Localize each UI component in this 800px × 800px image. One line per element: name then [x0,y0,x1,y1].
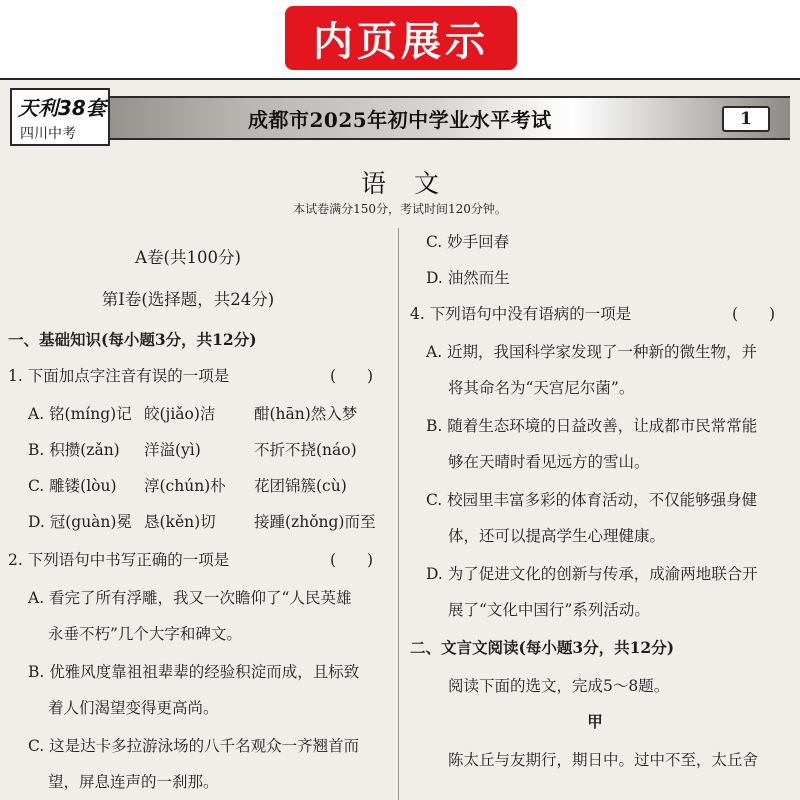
exam-title: 成都市2025年初中学业水平考试 [248,108,552,132]
section-2-heading: 二、文言文阅读(每小题3分，共12分) [410,638,675,657]
banner-title: 内页展示 [313,18,489,65]
q2-option-a-line-1: A. 看完了所有浮雕，我又一次瞻仰了“人民英雄 [28,589,352,607]
q1-option-b-2: 洋溢(yì) [144,441,201,459]
q1-option-d-1: D. 冠(guàn)冕 [28,513,132,531]
q1-option-d-2: 恳(kěn)切 [144,513,216,531]
question-4-answer-paren: ( ) [732,305,776,323]
q1-option-c-3: 花团锦簇(cù) [254,477,347,495]
page-number-box [722,106,770,132]
subject-title: 语文 [360,169,467,198]
q4-option-b-line-2: 够在天晴时看见远方的雪山。 [448,453,650,471]
question-2-stem: 2. 下列语句中书写正确的一项是 [8,551,230,569]
volume-1-heading: 第Ⅰ卷(选择题，共24分) [101,290,275,309]
q4-option-a-line-1: A. 近期，我国科学家发现了一种新的微生物，并 [426,343,758,361]
passage-text-line: 陈太丘与友期行，期日中。过中不至，太丘舍 [448,751,759,769]
q2-option-c-line-1: C. 这是达卡多拉游泳场的八千名观众一齐翘首而 [28,737,360,755]
top-banner [0,0,800,78]
q1-option-b-1: B. 积攒(zǎn) [28,441,120,459]
brand-logo-text: 天利38套 [18,96,106,120]
q1-option-a-2: 皎(jiǎo)洁 [144,405,216,423]
q4-option-b-line-1: B. 随着生态环境的日益改善，让成都市民常常能 [426,417,758,435]
volume-a-heading: A卷(共100分) [135,248,241,267]
question-4-stem: 4. 下列语句中没有语病的一项是 [410,305,632,323]
brand-region: 四川中考 [20,126,76,142]
banner-label-box [285,6,517,70]
page-number: 1 [740,109,752,129]
q4-option-c-line-1: C. 校园里丰富多彩的体育活动，不仅能够强身健 [426,491,758,509]
q1-option-c-1: C. 雕镂(lòu) [28,477,117,495]
q2-option-a-line-2: 永垂不朽”几个大字和碑文。 [48,625,242,643]
column-divider [398,228,399,800]
q3-option-c: C. 妙手回春 [426,233,510,251]
brand-logo [10,88,110,146]
exam-paper [0,78,800,800]
q2-option-b-line-2: 着人们渴望变得更高尚。 [48,699,219,717]
paper-header [10,88,790,146]
q1-option-a-1: A. 铭(míng)记 [28,405,132,423]
question-2-answer-paren: ( ) [330,551,374,569]
question-1-answer-paren: ( ) [330,367,374,385]
section-1-heading: 一、基础知识(每小题3分，共12分) [8,330,257,349]
q1-option-d-3: 接踵(zhǒng)而至 [254,513,376,531]
q2-option-c-line-2: 望，屏息连声的一刹那。 [48,773,219,791]
reading-intro: 阅读下面的选文，完成5～8题。 [448,677,670,695]
q1-option-b-3: 不折不挠(náo) [254,441,357,459]
passage-label: 甲 [587,712,603,731]
q1-option-c-2: 淳(chún)朴 [144,477,226,495]
q4-option-d-line-1: D. 为了促进文化的创新与传承，成渝两地联合开 [426,565,758,583]
q1-option-a-3: 酣(hān)然入梦 [254,405,358,423]
q3-option-d: D. 油然而生 [426,269,510,287]
q2-option-b-line-1: B. 优雅风度靠祖祖辈辈的经验积淀而成，且标致 [28,663,360,681]
q4-option-d-line-2: 展了“文化中国行”系列活动。 [448,601,650,619]
q4-option-a-line-2: 将其命名为“天宫尼尔菌”。 [448,379,635,397]
question-1-stem: 1. 下面加点字注音有误的一项是 [8,367,230,385]
q4-option-c-line-2: 体，还可以提高学生心理健康。 [448,527,666,545]
exam-note: 本试卷满分150分，考试时间120分钟。 [293,202,507,216]
